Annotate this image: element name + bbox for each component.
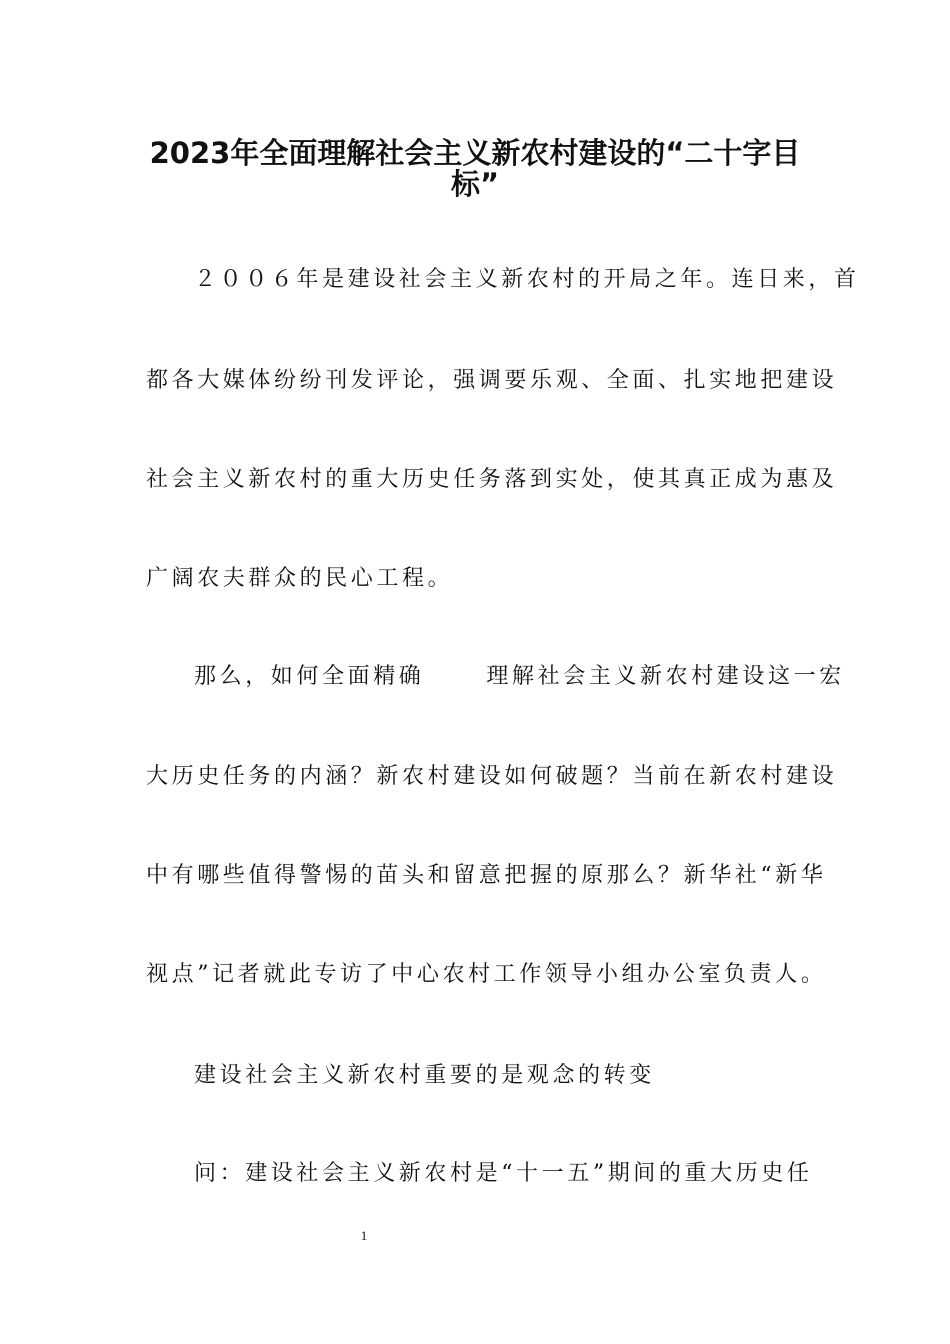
paragraph-line xyxy=(194,662,854,692)
paragraph-line: 社会主义新农村的重大历史任务落到实处，使其真正成为惠及 xyxy=(146,467,838,492)
paragraph-line: 大历史任务的内涵？新农村建设如何破题？当前在新农村建设 xyxy=(146,764,838,789)
paragraph-line: ２００６年是建设社会主义新农村的开局之年。连日来，首 xyxy=(194,267,860,292)
paragraph-line: 视点”记者就此专访了中心农村工作领导小组办公室负责人。 xyxy=(146,962,827,987)
document-title-line-2: 标” xyxy=(450,167,500,201)
paragraph-line-part-2: 理解社会主义新农村建设这一宏 xyxy=(486,664,845,689)
page-number: 1 xyxy=(360,1228,368,1243)
paragraph-line: 广阔农夫群众的民心工程。 xyxy=(146,566,454,591)
paragraph-line-part-1: 那么，如何全面精确 xyxy=(194,664,425,689)
document-title-line-1: 2023年全面理解社会主义新农村建设的“二十字目 xyxy=(149,136,801,170)
section-heading: 建设社会主义新农村重要的是观念的转变 xyxy=(194,1063,655,1088)
paragraph-line: 都各大媒体纷纷刊发评论，强调要乐观、全面、扎实地把建设 xyxy=(146,368,838,393)
paragraph-line: 中有哪些值得警惕的苗头和留意把握的原那么？新华社“新华 xyxy=(146,863,827,888)
paragraph-line: 问：建设社会主义新农村是“十一五”期间的重大历史任 xyxy=(194,1161,813,1186)
